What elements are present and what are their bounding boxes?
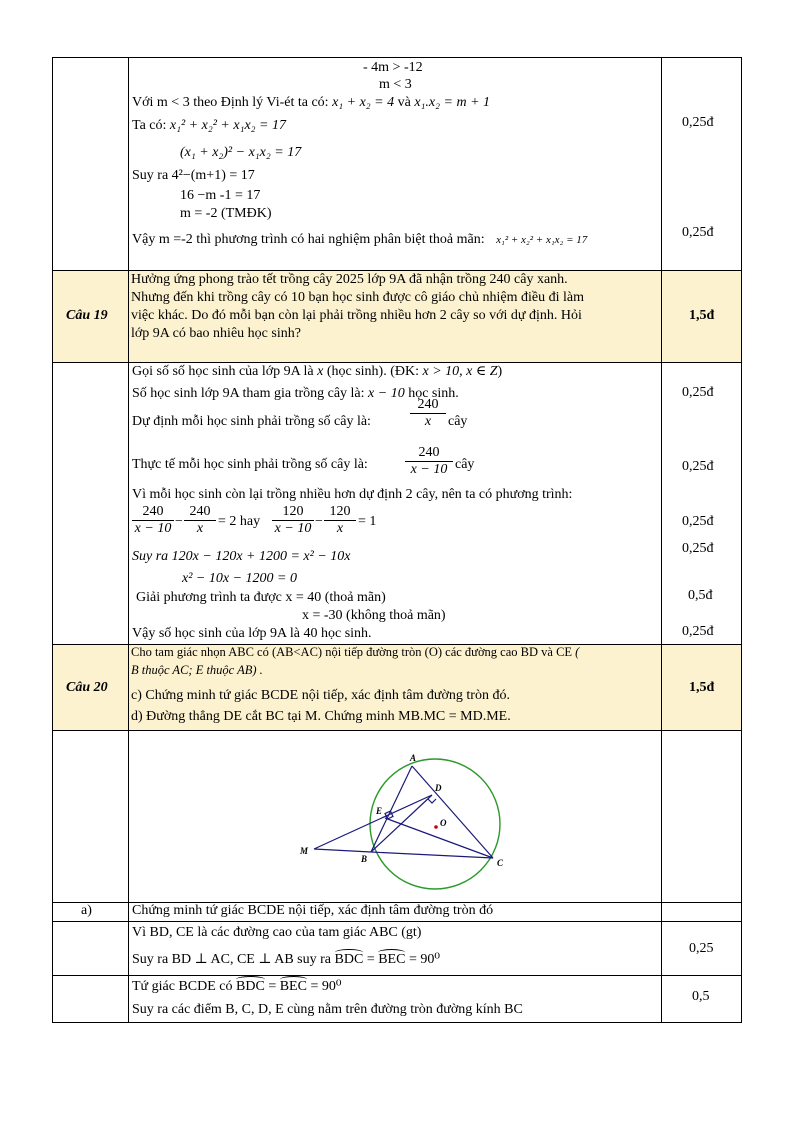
circumcircle-o: [370, 759, 500, 889]
question-20-part-c: c) Chứng minh tứ giác BCDE nội tiếp, xác định tâm đường tròn đó.: [131, 688, 510, 703]
part-a-title: Chứng minh tứ giác BCDE nội tiếp, xác định tâm đường tròn đó: [132, 903, 494, 918]
vieta-line: Với m < 3 theo Định lý Vi-ét ta có: x₁ + x₂ = 4 và x₁.x₂ = m + 1: [132, 95, 491, 110]
score: 0,5đ: [688, 588, 713, 603]
score: 0,5: [692, 989, 710, 1004]
question-20-text: Cho tam giác nhọn ABC có (AB<AC) nội tiếp đường tròn (O) các đường cao BD và CE (: [131, 645, 580, 659]
eq-fraction: $\frac{120}{x}$: [324, 504, 356, 537]
question-19-text: lớp 9A có bao nhiêu học sinh?: [131, 326, 301, 341]
score: 0,25: [689, 941, 714, 956]
answer-19: Vậy số học sinh của lớp 9A là 40 học sinh.: [132, 626, 372, 641]
equals-hay: = 2 hay: [218, 514, 261, 529]
question-19-label: Câu 19: [66, 308, 108, 323]
quadratic-equation: x² − 10x − 1200 = 0: [182, 571, 297, 586]
concyclic-line: Suy ra các điểm B, C, D, E cùng nằm trên đường tròn đường kính BC: [132, 1002, 523, 1017]
given-equation: Ta có: x₁² + x₂² + x₁x₂ = 17: [132, 118, 286, 133]
equation-intro: Vì mỗi học sinh còn lại trồng nhiều hơn dự định 2 cây, nên ta có phương trình:: [132, 487, 573, 502]
score: 0,25đ: [682, 459, 714, 474]
question-20-score: 1,5đ: [689, 680, 715, 695]
label-e: E: [376, 806, 383, 816]
label-a: A: [410, 753, 417, 763]
let-variable: Gọi số số học sinh của lớp 9A là x (học sinh). (ĐK: x > 10, x ∈ Z): [132, 364, 503, 379]
center-point: [434, 825, 438, 829]
segment-ac: [412, 766, 493, 858]
score: 0,25đ: [682, 385, 714, 400]
label-o: O: [440, 818, 447, 828]
ineq-line-1: - 4m > -12: [363, 60, 423, 75]
conclusion-line: Vậy m =-2 thì phương trình có hai nghiệm phân biệt thoả mãn: x₁² + x₂² + x₁x₂ = 17: [132, 232, 588, 247]
ineq-line-2: m < 3: [379, 77, 412, 92]
part-a-label: a): [81, 903, 92, 918]
root-1: Giải phương trình ta được x = 40 (thoả mãn): [136, 590, 386, 605]
equals-one: = 1: [358, 514, 377, 529]
question-20-text: B thuộc AC; E thuộc AB) .: [131, 663, 263, 677]
question-20-label: Câu 20: [66, 680, 108, 695]
perpendicular-line: Suy ra BD ⊥ AC, CE ⊥ AB suy ra BDC = BEC = 90⁰: [132, 952, 440, 967]
eq-fraction: $\frac{120}{x - 10}$: [272, 504, 314, 537]
label-b: B: [361, 854, 368, 864]
question-19-score: 1,5đ: [689, 308, 715, 323]
question-19-text: Hưởng ứng phong trào tết trồng cây 2025 lớp 9A đã nhận trồng 240 cây xanh.: [131, 272, 568, 287]
label-m: M: [300, 846, 309, 856]
unit-label: cây: [448, 414, 468, 429]
students-count-line: Số học sinh lớp 9A tham gia trồng cây là: x − 10 học sinh.: [132, 386, 459, 401]
eq-fraction: $\frac{240}{x}$: [184, 504, 216, 537]
score: 0,25đ: [682, 624, 714, 639]
derive-line-3: m = -2 (TMĐK): [180, 206, 272, 221]
label-d: D: [435, 783, 442, 793]
eq-fraction: $\frac{240}{x - 10}$: [132, 504, 174, 537]
segment-bc: [371, 852, 493, 858]
actual-fraction: $\frac{240}{x - 10}$: [405, 445, 453, 478]
unit-label: cây: [455, 457, 475, 472]
derive-line-2: 16 −m -1 = 17: [180, 188, 261, 203]
score: 0,25đ: [682, 541, 714, 556]
question-19-text: Nhưng đến khi trồng cây có 10 bạn học sinh được cô giáo chủ nhiệm điều đi làm: [131, 290, 584, 305]
minus-sign: −: [315, 514, 323, 529]
derive-line-1: Suy ra 4²−(m+1) = 17: [132, 168, 255, 183]
question-19-text: việc khác. Do đó mỗi bạn còn lại phải trồng nhiều hơn 2 cây so với dự định. Hỏi: [131, 308, 582, 323]
root-2: x = -30 (không thoả mãn): [302, 608, 446, 623]
segment-mb: [314, 849, 371, 852]
score: 0,25đ: [682, 225, 714, 240]
actual-trees-line: Thực tế mỗi học sinh phải trồng số cây là:: [132, 457, 368, 472]
planned-fraction: $\frac{240}{x}$: [410, 397, 446, 430]
question-20-part-d: d) Đường thẳng DE cắt BC tại M. Chứng minh MB.MC = MD.ME.: [131, 709, 511, 724]
planned-trees-line: Dự định mỗi học sinh phải trồng số cây là:: [132, 414, 371, 429]
right-angle-d: [428, 799, 436, 803]
expanded-equation: Suy ra 120x − 120x + 1200 = x² − 10x: [132, 549, 351, 564]
minus-sign: −: [175, 514, 183, 529]
quadrilateral-line: Tứ giác BCDE có BDC = BEC = 90⁰: [132, 979, 342, 994]
reason-line: Vì BD, CE là các đường cao của tam giác ABC (gt): [132, 925, 422, 940]
score: 0,25đ: [682, 115, 714, 130]
altitude-ce: [385, 818, 493, 858]
rewritten-equation: (x₁ + x₂)² − x₁x₂ = 17: [180, 145, 302, 160]
score: 0,25đ: [682, 514, 714, 529]
label-c: C: [497, 858, 504, 868]
